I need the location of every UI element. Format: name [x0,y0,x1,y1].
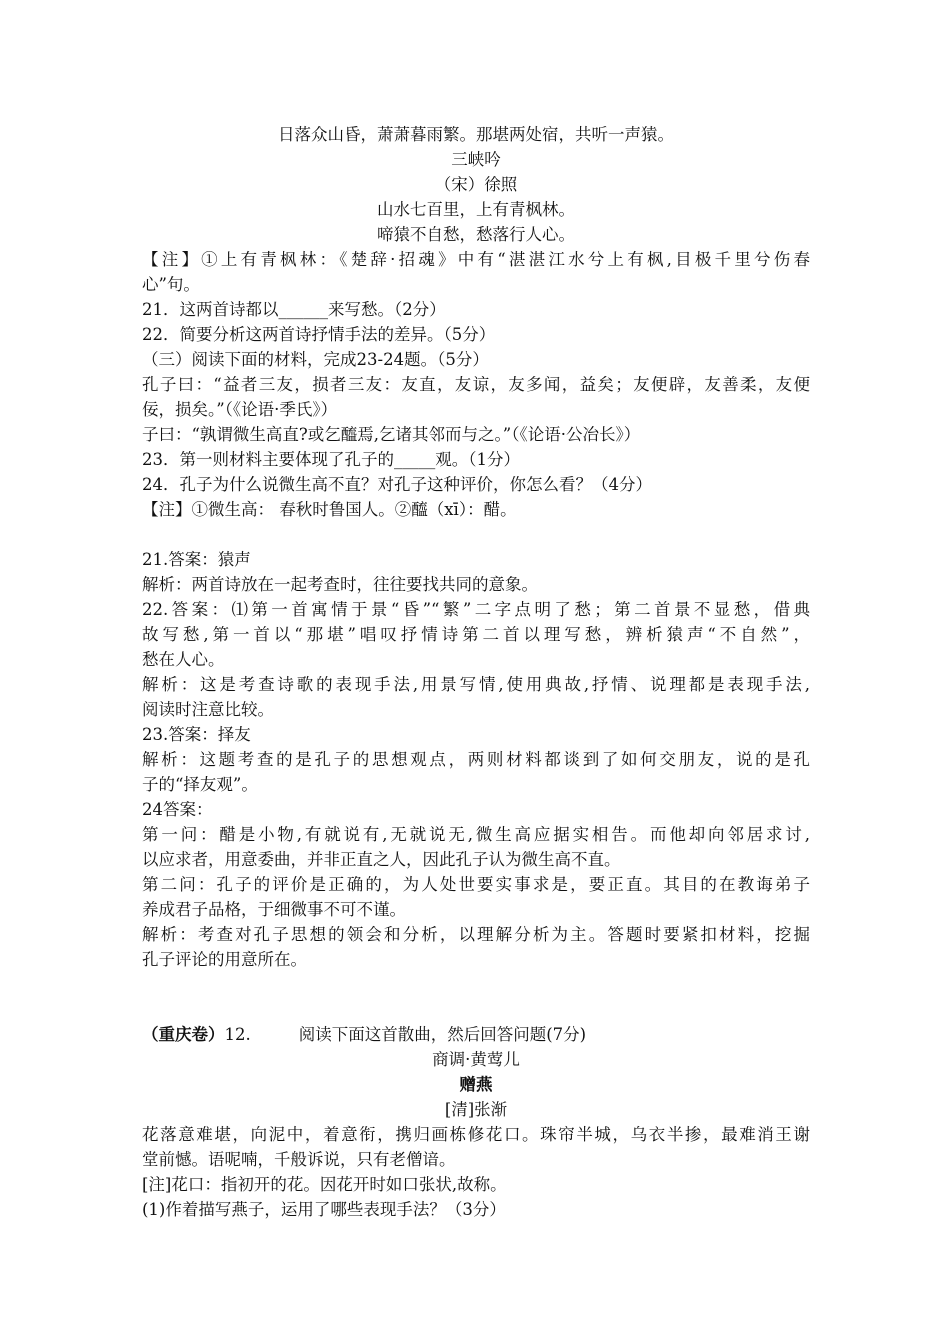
analysis-22-line1: 解析：这是考查诗歌的表现手法,用景写情,使用典故,抒情、说理都是表现手法, [142,675,810,694]
analysis-23-line2: 子的“择友观”。 [142,775,258,794]
answer-21: 21.答案：猿声 [142,550,251,569]
analysis-22-line2: 阅读时注意比较。 [142,700,274,719]
poem2-author: （宋）徐照 [434,175,518,194]
note1-line1: 【注】①上有青枫林：《楚辞·招魂》中有“湛湛江水兮上有枫,目极千里兮伤春 [142,250,810,269]
analysis-24-line2: 孔子评论的用意所在。 [142,950,307,969]
question-24: 24．孔子为什么说微生高不直？对孔子这种评价，你怎么看？（4分） [142,475,652,494]
section-3-heading: （三）阅读下面的材料，完成23-24题。（5分） [142,350,489,369]
chongqing-tag: （重庆卷） [142,1025,225,1044]
poem2-line2: 啼猿不自愁，愁落行人心。 [377,225,575,244]
question-23: 23．第一则材料主要体现了孔子的_____观。（1分） [142,450,520,469]
material1-line2: 佞，损矣。”（《论语·季氏》） [142,400,338,419]
material2: 子曰：“孰谓微生高直?或乞醯焉,乞诸其邻而与之。”（《论语·公冶长》） [142,425,641,444]
chongqing-question-1: (1)作着描写燕子，运用了哪些表现手法？（3分） [142,1200,506,1219]
chongqing-text-line1: 花落意难堪，向泥中，着意衔，携归画栋修花口。珠帘半城，乌衣半掺，最难消王谢 [142,1125,810,1144]
chongqing-instruction: 阅读下面这首散曲，然后回答问题(7分) [298,1025,587,1044]
poem2-line1: 山水七百里，上有青枫林。 [377,200,575,219]
analysis-21: 解析：两首诗放在一起考查时，往往要找共同的意象。 [142,575,538,594]
answer-22-line1: 22.答案：⑴第一首寓情于景“昏”“繁”二字点明了愁；第二首景不显愁，借典 [142,600,810,619]
chongqing-tune: 商调·黄莺儿 [432,1050,520,1069]
answer-22-line3: 愁在人心。 [142,650,225,669]
question-22: 22．简要分析这两首诗抒情手法的差异。（5分） [142,325,496,344]
chongqing-author: [清]张渐 [444,1100,508,1119]
answer-24-part2-line1: 第二问：孔子的评价是正确的，为人处世要实事求是，要正直。其目的在教诲弟子 [142,875,810,894]
answer-24-part1-line1: 第一问：醋是小物,有就说有,无就说无,微生高应据实相告。而他却向邻居求讨, [142,825,810,844]
poem1-verse: 日落众山昏，萧萧暮雨繁。那堪两处宿，共听一声猿。 [278,125,674,144]
answer-24-label: 24答案： [142,800,213,819]
chongqing-note: [注]花口：指初开的花。因花开时如口张状,故称。 [142,1175,507,1194]
note1-line2: 心”句。 [142,275,200,294]
chongqing-heading [142,1022,810,1047]
answer-22-line2: 故写愁,第一首以“那堪”唱叹抒情诗第二首以理写愁，辨析猿声“不自然”， [142,625,810,644]
answer-24-part1-line2: 以应求者，用意委曲，并非正直之人，因此孔子认为微生高不直。 [142,850,621,869]
answer-23: 23.答案：择友 [142,725,251,744]
note2: 【注】①微生高： 春秋时鲁国人。②醯（xī）：醋。 [142,500,517,519]
chongqing-title: 赠燕 [459,1075,493,1094]
document-content [142,122,810,1222]
question-21: 21．这两首诗都以______来写愁。（2分） [142,300,446,319]
spacer [142,522,810,547]
spacer [142,972,810,1022]
chongqing-text-line2: 堂前憾。语呢喃，千般诉说，只有老僧谙。 [142,1150,456,1169]
analysis-23-line1: 解析：这题考查的是孔子的思想观点，两则材料都谈到了如何交朋友，说的是孔 [142,750,810,769]
poem2-title: 三峡吟 [451,150,501,169]
chongqing-number: 12. [224,1025,251,1044]
analysis-24-line1: 解析：考查对孔子思想的领会和分析，以理解分析为主。答题时要紧扣材料，挖掘 [142,925,810,944]
material1-line1: 孔子曰：“益者三友，损者三友：友直，友谅，友多闻，益矣；友便辟，友善柔，友便 [142,375,810,394]
answer-24-part2-line2: 养成君子品格，于细微事不可不谨。 [142,900,406,919]
